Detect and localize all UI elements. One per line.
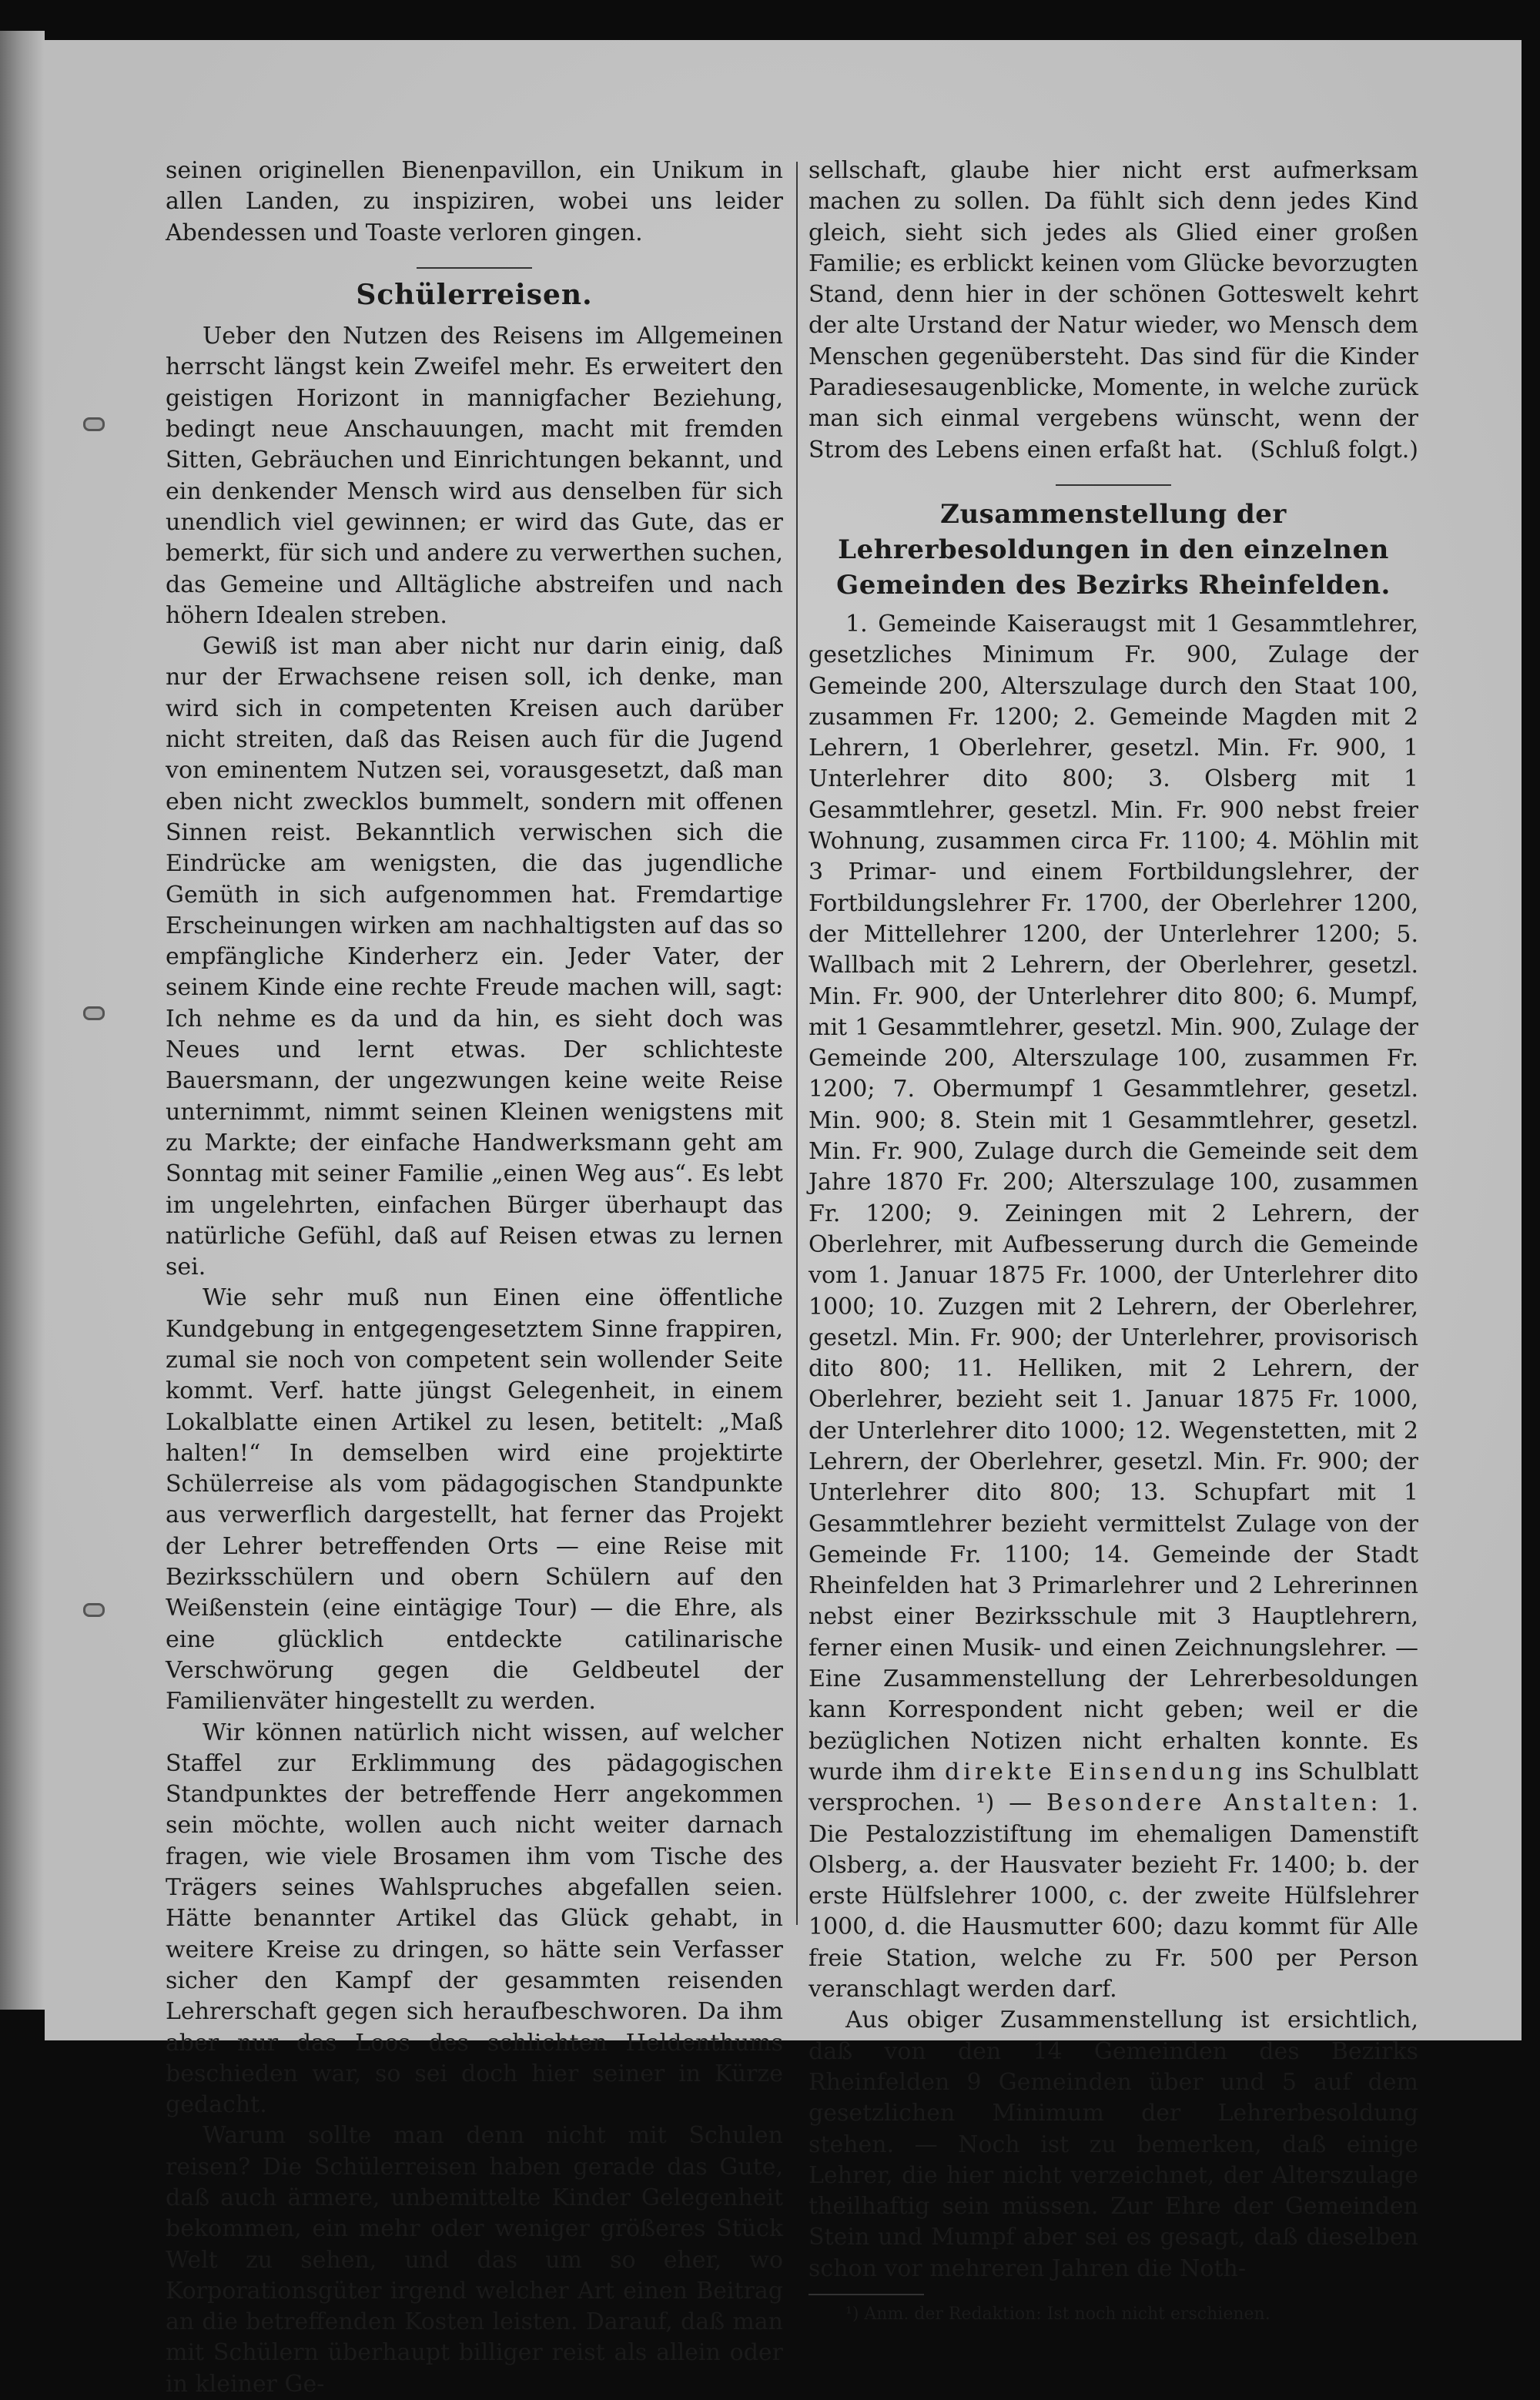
section-divider	[417, 267, 532, 269]
continued-paragraph	[808, 156, 1418, 466]
left-column	[166, 156, 783, 2400]
footnote-divider	[808, 2294, 924, 2295]
paragraph-text: ins Schulblatt versprochen. ¹) —	[808, 1758, 1418, 1817]
to-be-continued-note: (Schluß folgt.)	[1250, 436, 1418, 464]
spaced-emphasis: Besondere Anstalten:	[1046, 1789, 1382, 1817]
paragraph	[808, 609, 1418, 2005]
paragraph: Warum sollte man denn nicht mit Schulen reisen? Die Schülerreisen haben gerade das Gute, daß auch ärmere, unbemittelte Kinder Gelegenheit bekommen, ein mehr oder weniger größeres Stück Welt zu sehen, und das um so eher, wo Korporationsgüter irgend welcher Art einen Beitrag an die betreffenden Kosten leisten. Darauf, daß man mit Schülern überhaupt billiger reist als allein oder in kleiner Ge-	[166, 2122, 783, 2398]
paragraph: Aus obiger Zusammenstellung ist ersichtlich, daß von den 14 Gemeinden des Bezirks Rheinfelden 9 Gemeinden über und 5 auf dem gesetzlichen Minimum der Lehrerbesoldung stehen. — Noch ist zu bemerken, daß einige Lehrer, die hier nicht verzeichnet, der Alterszulage theilhaftig sein müssen. Zur Ehre der Gemeinden Stein und Mumpf aber sei es gesagt, daß dieselben schon vor mehreren Jahren die Noth-	[808, 2007, 1418, 2282]
right-column	[808, 156, 1418, 2326]
article-title-schuelerreisen: Schülerreisen.	[356, 278, 593, 311]
staple-icon	[83, 1006, 105, 1020]
paragraph: Wir können natürlich nicht wissen, auf welcher Staffel zur Erklimmung des pädagogischen Standpunktes der betreffende Herr angekommen sein möchte, wollen auch nicht weiter darnach fragen, wie viele Brosamen ihm vom Tische des Trägers seines Wahlspruches abgefallen seien. Hätte benannter Artikel das Glück gehabt, in weitere Kreise zu dringen, so hätte sein Verfasser sicher den Kampf der gesammten reisenden Lehrerschaft gegen sich heraufbeschworen. Da ihm aber nur das Loos des schlichten Heldenthums beschieden war, so sei doch hier seiner in Kürze gedacht.	[166, 1719, 783, 2119]
continued-text: sellschaft, glaube hier nicht erst aufmerksam machen zu sollen. Da fühlt sich denn jedes Kind gleich, sieht sich jedes als Glied einer großen Familie; es erblickt keinen vom Glücke bevorzugten Stand, denn hier in der schönen Gotteswelt kehrt der alte Urstand der Natur wieder, wo Mensch dem Menschen gegenübersteht. Das sind für die Kinder Paradiesesaugenblicke, Momente, in welche zurück man sich einmal vergebens wünscht, wenn der Strom des Lebens einen erfaßt hat.	[808, 157, 1418, 464]
staple-icon	[83, 1603, 105, 1617]
staple-icon	[83, 417, 105, 431]
intro-paragraph: seinen originellen Bienenpavillon, ein Unikum in allen Landen, zu inspiziren, wobei uns leider Abendessen und Toaste verloren gingen.	[166, 157, 783, 246]
paragraph: Gewiß ist man aber nicht nur darin einig, daß nur der Erwachsene reisen soll, ich denke, man wird sich in competenten Kreisen auch darüber nicht streiten, daß das Reisen auch für die Jugend von eminentem Nutzen sei, vorausgesetzt, daß man eben nicht zwecklos bummelt, sondern mit offenen Sinnen reist. Bekanntlich verwischen sich die Eindrücke am wenigsten, die das jugendliche Gemüth in sich aufgenommen hat. Fremdartige Erscheinungen wirken am nachhaltigsten auf das so empfängliche Kinderherz ein. Jeder Vater, der seinem Kinde eine rechte Freude machen will, sagt: Ich nehme es da und da hin, es sieht doch was Neues und lernt etwas. Der schlichteste Bauersmann, der ungezwungen keine weite Reise unternimmt, nimmt seinen Kleinen wenigstens mit zu Markte; der einfache Handwerksmann geht am Sonntag mit seiner Familie „einen Weg aus“. Es lebt im ungelehrten, einfachen Bürger überhaupt das natürliche Gefühl, daß auf Reisen etwas zu lernen sei.	[166, 633, 783, 1281]
paragraph-text: 1. Die Pestalozzistiftung im ehemaligen Damenstift Olsberg, a. der Hausvater bezieht Fr. 1400; b. der erste Hülfslehrer 1000, c. der zweite Hülfslehrer 1000, d. die Hausmutter 600; dazu kommt für Alle freie Station, welche zu Fr. 500 per Person veranschlagt werden darf.	[808, 1789, 1418, 2003]
footnote: ¹) Anm. der Redaktion: Ist noch nicht erschienen.	[845, 2305, 1270, 2324]
spaced-emphasis: direkte Einsendung	[945, 1758, 1246, 1786]
paragraph-text: 1. Gemeinde Kaiseraugst mit 1 Gesammtlehrer, gesetzliches Minimum Fr. 900, Zulage der Gemeinde 200, Alterszulage durch den Staat 100, zusammen Fr. 1200; 2. Gemeinde Magden mit 2 Lehrern, 1 Oberlehrer, gesetzl. Min. Fr. 900, 1 Unterlehrer dito 800; 3. Olsberg mit 1 Gesammtlehrer, gesetzl. Min. Fr. 900 nebst freier Wohnung, zusammen circa Fr. 1100; 4. Möhlin mit 3 Primar- und einem Fortbildungslehrer, der Fortbildungslehrer Fr. 1700, der Oberlehrer 1200, der Mittellehrer 1200, der Unterlehrer 1200; 5. Wallbach mit 2 Lehrern, der Oberlehrer, gesetzl. Min. Fr. 900, der Unterlehrer dito 800; 6. Mumpf, mit 1 Gesammtlehrer, gesetzl. Min. 900, Zulage der Gemeinde 200, Alterszulage 100, zusammen Fr. 1200; 7. Obermumpf 1 Gesammtlehrer, gesetzl. Min. 900; 8. Stein mit 1 Gesammtlehrer, gesetzl. Min. Fr. 900, Zulage durch die Gemeinde seit dem Jahre 1870 Fr. 200; Alterszulage 100, zusammen Fr. 1200; 9. Zeiningen mit 2 Lehrern, der Oberlehrer, mit Aufbesserung durch die Gemeinde vom 1. Januar 1875 Fr. 1000, der Unterlehrer dito 1000; 10. Zuzgen mit 2 Lehrern, der Oberlehrer, gesetzl. Min. Fr. 900; der Unterlehrer, provisorisch dito 800; 11. Helliken, mit 2 Lehrern, der Oberlehrer, bezieht seit 1. Januar 1875 Fr. 1000, der Unterlehrer dito 1000; 12. Wegenstetten, mit 2 Lehrern, der Oberlehrer, gesetzl. Min. Fr. 900; der Unterlehrer dito 800; 13. Schupfart mit 1 Gesammtlehrer bezieht vermittelst Zulage von der Gemeinde Fr. 1100; 14. Gemeinde der Stadt Rheinfelden hat 3 Primarlehrer und 2 Lehrerinnen nebst einer Bezirksschule mit 3 Hauptlehrern, ferner einen Musik- und einen Zeichnungslehrer. — Eine Zusammenstellung der Lehrerbesoldungen kann Korrespondent nicht geben; weil er die bezüglichen Notizen nicht erhalten konnte. Es wurde ihm	[808, 610, 1418, 1786]
paragraph: Ueber den Nutzen des Reisens im Allgemeinen herrscht längst kein Zweifel mehr. Es erweitert den geistigen Horizont in mannigfacher Beziehung, bedingt neue Anschauungen, macht mit fremden Sitten, Gebräuchen und Einrichtungen bekannt, und ein denkender Mensch wird aus denselben für sich unendlich viel gewinnen; er wird das Gute, das er bemerkt, für sich und andere zu verwerthen suchen, das Gemeine und Alltägliche abstreifen und nach höhern Idealen streben.	[166, 323, 783, 629]
column-divider	[796, 162, 798, 1925]
facing-page-edge	[0, 31, 45, 2010]
page-sheet	[45, 40, 1522, 2398]
article-title-lehrerbesoldungen: Zusammenstellung der Lehrerbesoldungen in den einzelnen Gemeinden des Bezirks Rheinfelden.	[836, 498, 1391, 601]
section-divider	[1056, 484, 1171, 486]
paragraph: Wie sehr muß nun Einen eine öffentliche Kundgebung in entgegengesetztem Sinne frappiren, zumal sie noch von competent sein wollender Seite kommt. Verf. hatte jüngst Gelegenheit, in einem Lokalblatte einen Artikel zu lesen, betitelt: „Maß halten!“ In demselben wird eine projektirte Schülerreise als vom pädagogischen Standpunkte aus verwerflich dargestellt, hat ferner das Projekt der Lehrer betreffenden Orts — eine Reise mit Bezirksschülern und obern Schülern auf den Weißenstein (eine eintägige Tour) — die Ehre, als eine glücklich entdeckte catilinarische Verschwörung gegen die Geldbeutel der Familienväter hingestellt zu werden.	[166, 1284, 783, 1715]
